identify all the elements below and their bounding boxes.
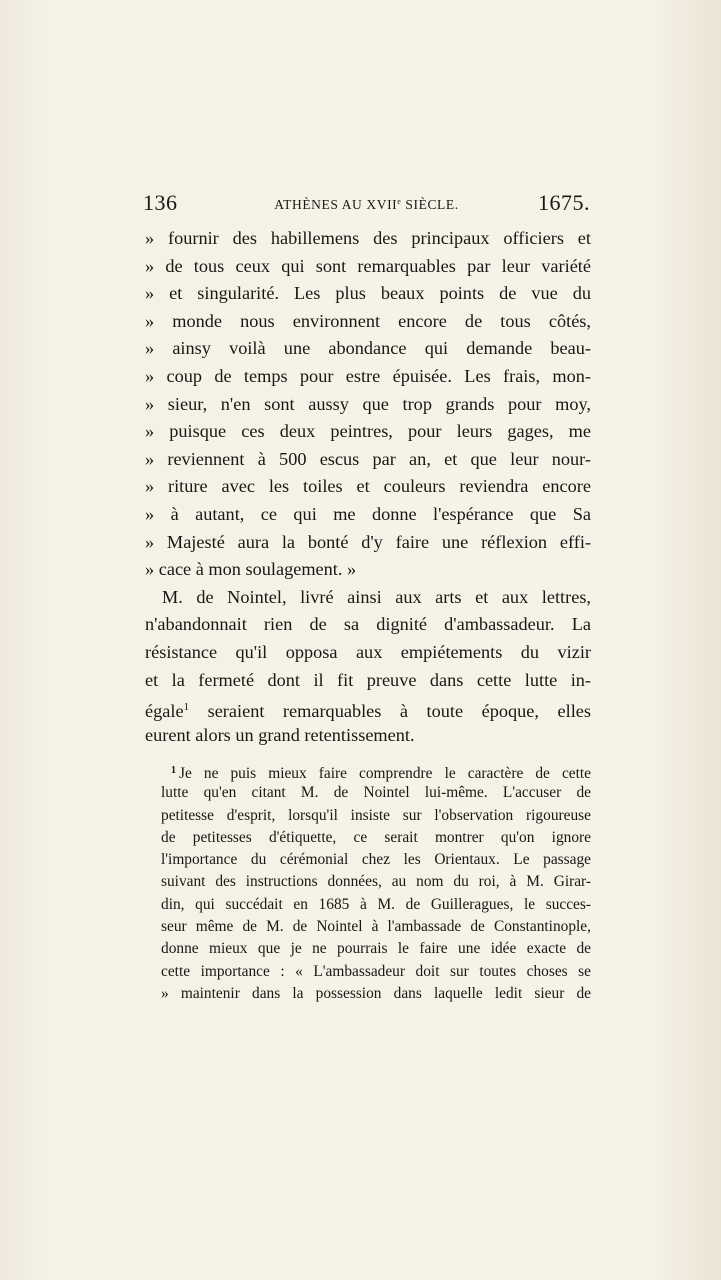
footnote-line: donne mieux que je ne pourrais le faire une idée exacte de [161, 940, 591, 958]
text-line: résistance qu'il opposa aux empiétements du vizir [145, 641, 591, 662]
text-line: » coup de temps pour estre épuisée. Les frais, mon- [145, 365, 591, 386]
running-title-end: SIÈCLE. [401, 197, 459, 212]
footnote-line: de petitesses d'étiquette, ce serait montrer qu'on ignore [161, 828, 591, 846]
text-line: eurent alors un grand retentissement. [145, 724, 415, 745]
footnote-line: lutte qu'en citant M. de Nointel lui-même. L'accuser de [161, 784, 591, 802]
footnote-marker: 1 [171, 765, 176, 776]
text-line: » ainsy voilà une abondance qui demande beau- [145, 338, 591, 359]
text-line: » fournir des habillemens des principaux officiers et [145, 228, 591, 248]
running-title [143, 197, 590, 213]
footnote-block [161, 760, 591, 1005]
text-fragment: égale [145, 701, 184, 722]
footnote-line: suivant des instructions données, au nom du roi, à M. Girar- [161, 873, 591, 891]
footnote-reference: 1 [183, 701, 190, 714]
text-line: » sieur, n'en sont aussy que trop grands pour moy, [145, 393, 591, 414]
text-line: » reviennent à 500 escus par an, et que leur nour- [145, 448, 591, 469]
main-text [145, 225, 591, 749]
text-line: » cace à mon soulagement. » [145, 559, 357, 580]
year-marker: 1675. [538, 190, 590, 215]
footnote-line: seur même de M. de Nointel à l'ambassade de Constantinople, [161, 918, 591, 936]
footnote-line [161, 760, 591, 782]
footnote-text: Je ne puis mieux faire comprendre le caractère de cette [179, 765, 591, 782]
paragraph-start-line: M. de Nointel, livré ainsi aux arts et aux lettres, [162, 586, 591, 607]
text-line: » à autant, ce qui me donne l'espérance que Sa [145, 503, 591, 524]
text-line: » puisque ces deux peintres, pour leurs gages, me [145, 421, 591, 442]
text-line: et la fermeté dont il fit preuve dans cette lutte in- [145, 669, 591, 690]
text-line: » riture avec les toiles et couleurs reviendra encore [145, 476, 591, 497]
page-number: 136 [143, 190, 178, 215]
text-line: » Majesté aura la bonté d'y faire une réflexion effi- [145, 531, 591, 552]
text-line: » de tous ceux qui sont remarquables par leur variété [145, 255, 591, 276]
footnote-line: petitesse d'esprit, lorsqu'il insiste sur l'observation rigoureuse [161, 806, 591, 824]
text-fragment: seraient remarquables à toute époque, elles [189, 701, 591, 722]
page-header [143, 190, 590, 220]
footnote-line: din, qui succédait en 1685 à M. de Guilleragues, le succes- [161, 895, 591, 913]
text-line: » et singularité. Les plus beaux points de vue du [145, 283, 591, 304]
footnote-line: cette importance : « L'ambassadeur doit sur toutes choses se [161, 962, 591, 980]
running-title-main: ATHÈNES AU XVII [274, 197, 398, 212]
text-line: » monde nous environnent encore de tous côtés, [145, 310, 591, 331]
footnote-line: » maintenir dans la possession dans laquelle ledit sieur de [161, 984, 591, 1002]
footnote-line: l'importance du cérémonial chez les Orientaux. Le passage [161, 851, 591, 869]
text-line-with-footnote-ref [145, 694, 591, 722]
text-line: n'abandonnait rien de sa dignité d'ambassadeur. La [145, 614, 591, 635]
running-title-superscript: e [397, 197, 402, 206]
